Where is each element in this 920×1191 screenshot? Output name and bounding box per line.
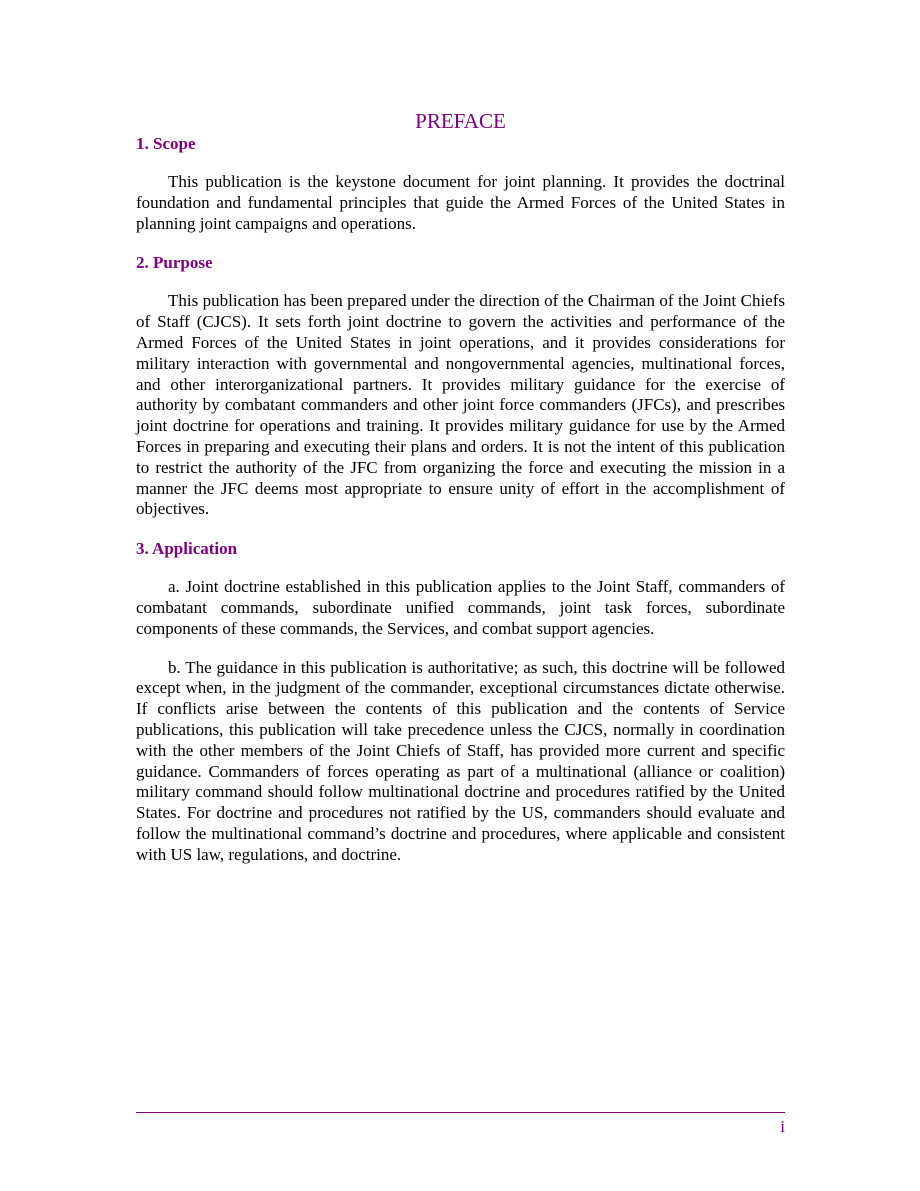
footer-rule xyxy=(136,1112,785,1113)
section-heading-purpose: 2. Purpose xyxy=(136,253,213,273)
section-purpose xyxy=(136,252,785,520)
purpose-paragraph: This publication has been prepared under the direction of the Chairman of the Joint Chiefs of Staff (CJCS). It sets forth joint doctrine to govern the activities and performance of the Armed Forces of the United States in joint operations, and it provides considerations for military interaction with governmental and nongovernmental agencies, multinational forces, and other interorganizational partners. It provides military guidance for the exercise of authority by combatant commanders and other joint force commanders (JFCs), and prescribes joint doctrine for operations and training. It provides military guidance for use by the Armed Forces in preparing and executing their plans and orders. It is not the intent of this publication to restrict the authority of the JFC from organizing the force and executing the mission in a manner the JFC deems most appropriate to ensure unity of effort in the accomplishment of objectives. xyxy=(136,291,785,519)
application-paragraph-b: b. The guidance in this publication is authoritative; as such, this doctrine will be followed except when, in the judgment of the commander, exceptional circumstances dictate otherwise. If conflicts arise between the contents of this publication and the contents of Service publications, this publication will take precedence unless the CJCS, normally in coordination with the other members of the Joint Chiefs of Staff, has provided more current and specific guidance. Commanders of forces operating as part of a multinational (alliance or coalition) military command should follow multinational doctrine and procedures ratified by the United States. For doctrine and procedures not ratified by the US, commanders should evaluate and follow the multinational command’s doctrine and procedures, where applicable and consistent with US law, regulations, and doctrine. xyxy=(136,657,785,864)
application-paragraph-a: a. Joint doctrine established in this publication applies to the Joint Staff, commanders of combatant commands, subordinate unified commands, joint task forces, subordinate components of these commands, the Services, and combat support agencies. xyxy=(136,577,785,638)
page-title: PREFACE xyxy=(415,109,506,133)
section-heading-application: 3. Application xyxy=(136,539,238,559)
page-number: i xyxy=(780,1117,785,1136)
section-scope xyxy=(136,133,785,234)
section-application xyxy=(136,538,785,865)
document-body xyxy=(136,133,785,866)
section-heading-scope: 1. Scope xyxy=(136,134,196,153)
scope-paragraph: This publication is the keystone document for joint planning. It provides the doctrinal foundation and fundamental principles that guide the Armed Forces of the United States in planning joint campaigns and operations. xyxy=(136,172,785,233)
